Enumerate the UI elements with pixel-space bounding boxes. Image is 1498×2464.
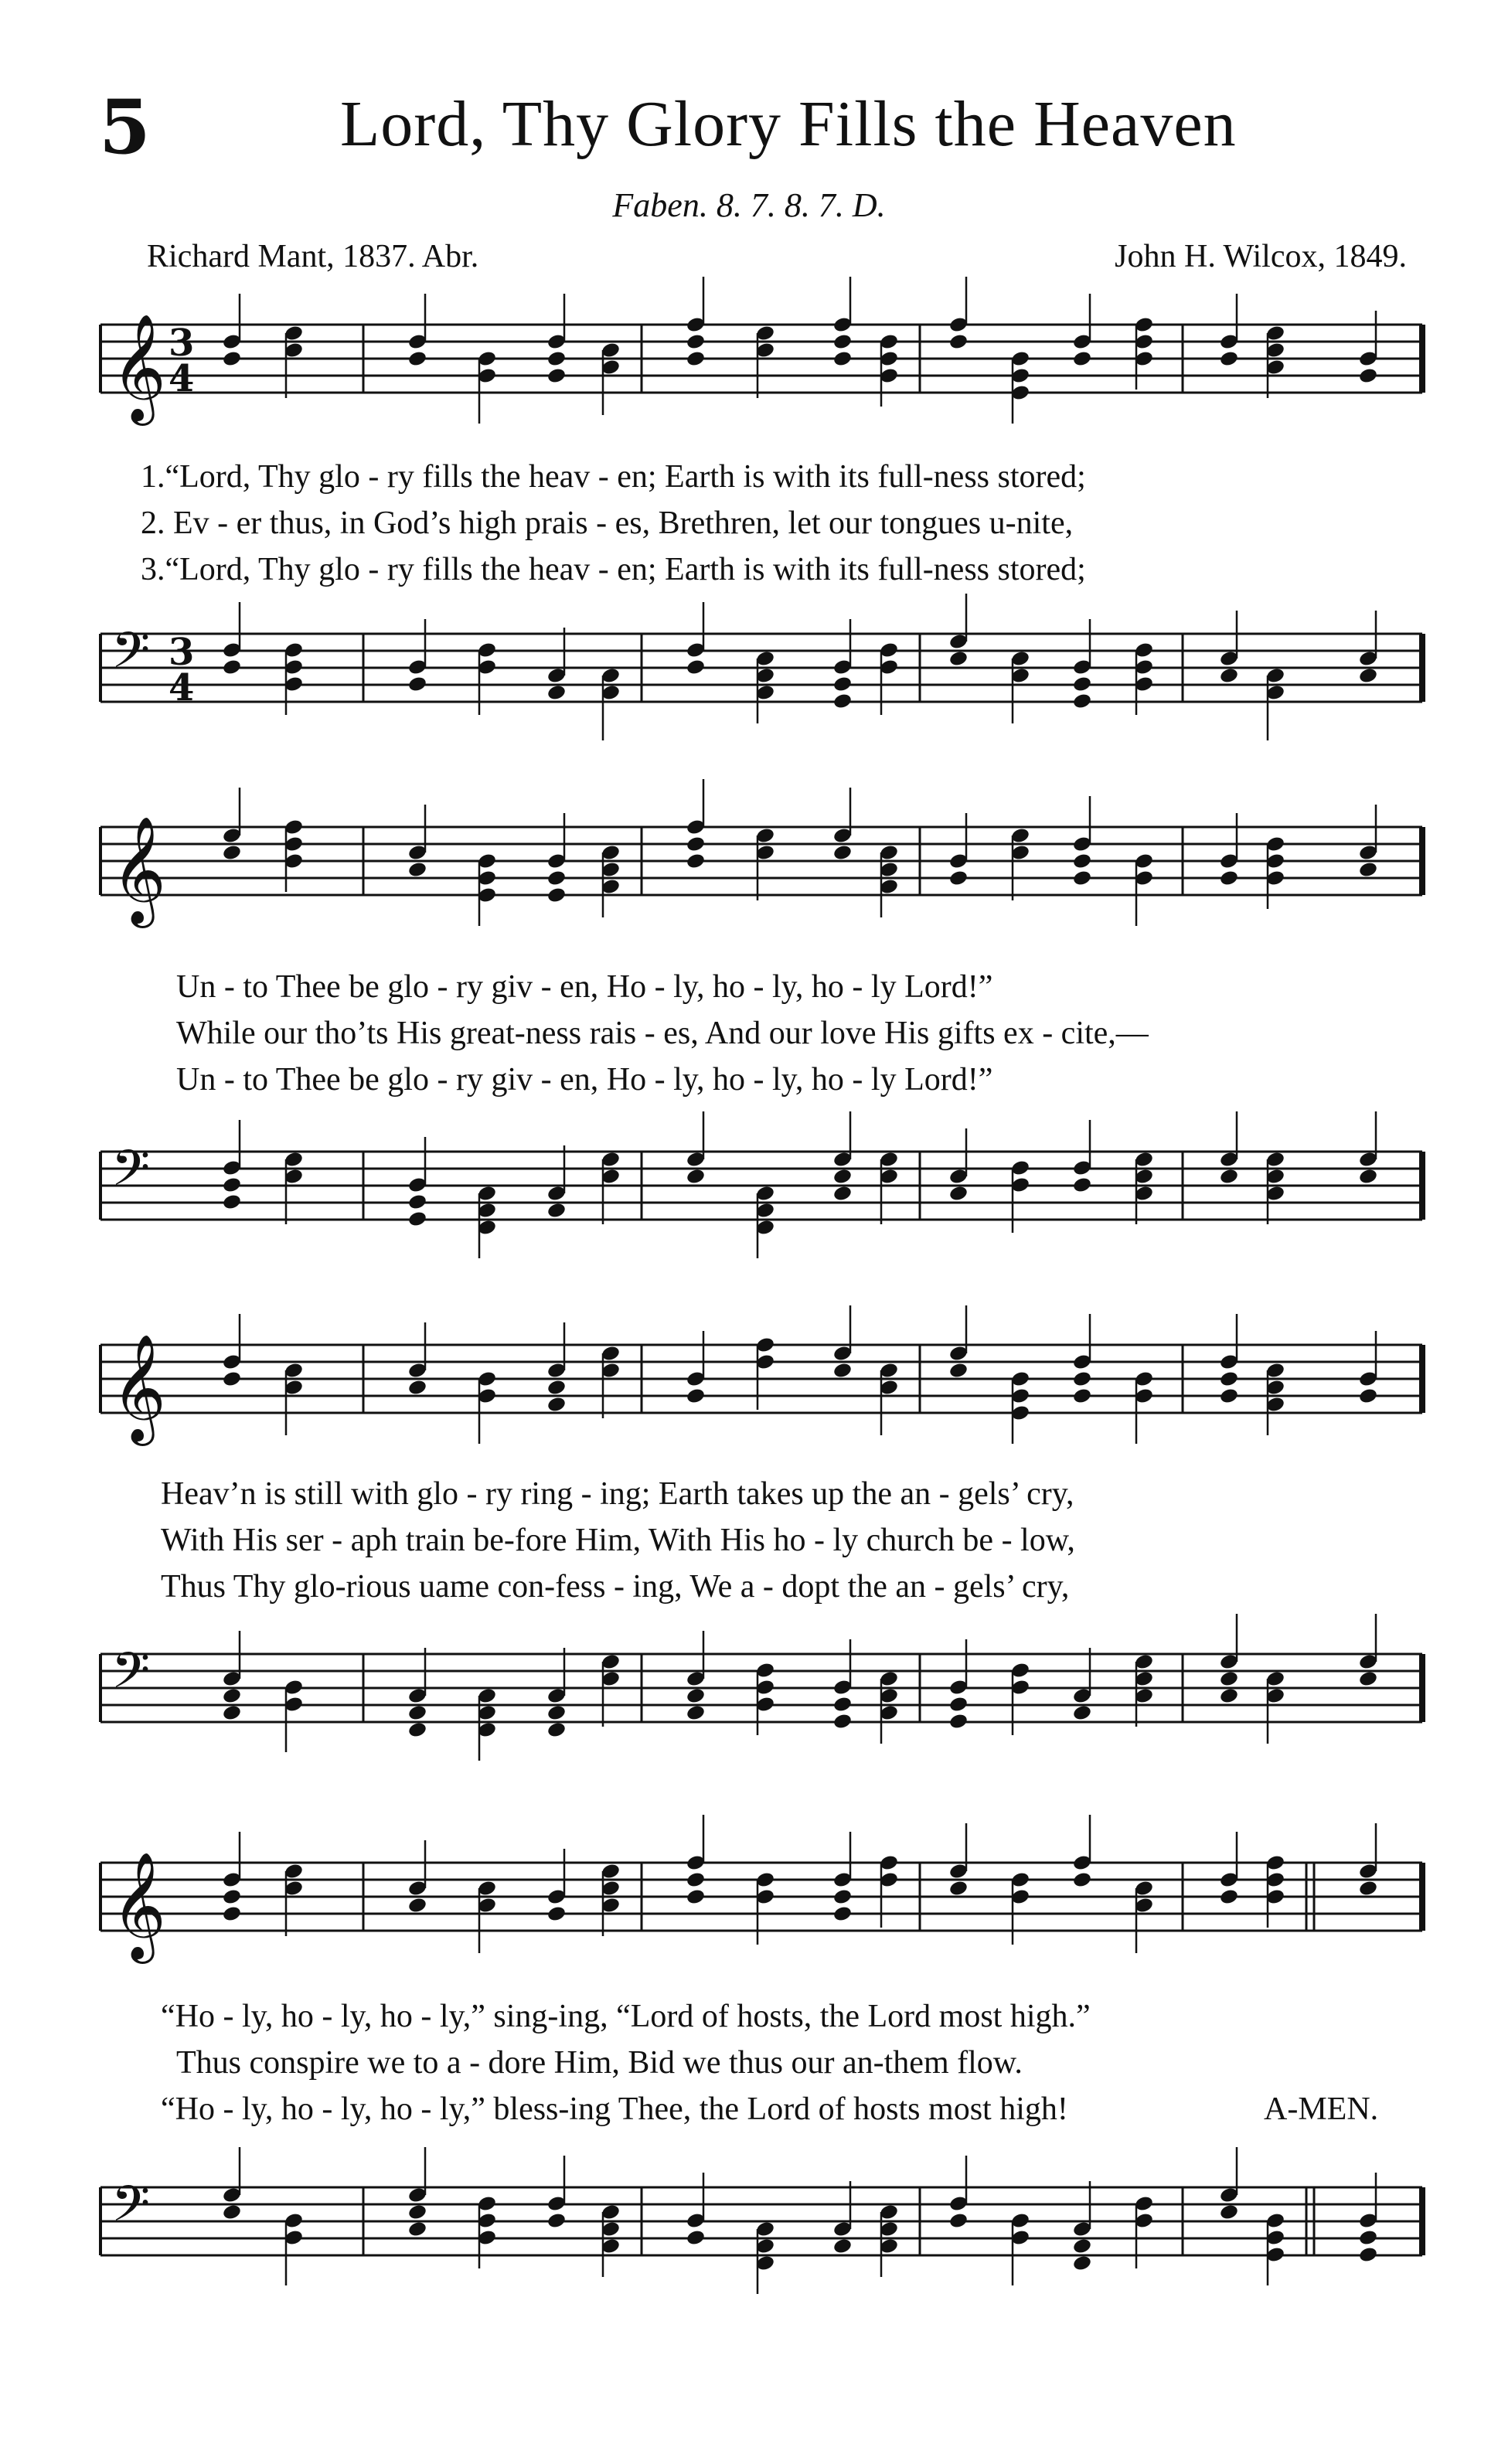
note-head (948, 1185, 969, 1203)
note-head (407, 1704, 427, 1722)
note-head (407, 1210, 427, 1228)
note-head (1219, 2204, 1239, 2221)
note-head (686, 853, 706, 870)
lyric-verse-2: While our tho’ts His great-ness rais - es, And our love His gifts ex - cite,— (176, 1016, 1149, 1051)
note-head (1219, 1168, 1239, 1186)
note-head (686, 333, 706, 351)
note-head (1072, 2238, 1092, 2255)
note-head (686, 350, 706, 368)
music-system-3 (100, 1306, 1422, 1739)
note-head (222, 1888, 242, 1906)
note-head (832, 350, 853, 368)
note-head (222, 1370, 242, 1388)
lyric-verse-1: “Ho - ly, ho - ly, ho - ly,” sing-ing, “Lord of hosts, the Lord most high.” (161, 1999, 1091, 2034)
lyric-verse-3: Thus Thy glo-rious uame con-fess - ing, We a - dopt the an - gels’ cry, (161, 1569, 1070, 1605)
bass-clef-icon: 𝄢 (111, 1642, 151, 1712)
note-head (1219, 1670, 1239, 1688)
note-head (546, 1704, 567, 1722)
note-head (1072, 853, 1092, 870)
note-head (832, 676, 853, 693)
note-head (1219, 1387, 1239, 1405)
note-head (407, 1379, 427, 1397)
note-head (546, 1202, 567, 1220)
note-head (832, 1185, 853, 1203)
note-head (222, 1905, 242, 1923)
note-head (832, 1888, 853, 1906)
note-head (407, 2221, 427, 2238)
note-head (948, 2212, 969, 2230)
note-head (1072, 1871, 1092, 1889)
note-head (1219, 350, 1239, 368)
hymn-number: 5 (99, 83, 151, 171)
treble-clef-icon: 𝄞 (111, 314, 166, 421)
note-head (222, 2204, 242, 2221)
note-head (222, 1193, 242, 1211)
note-head (1072, 350, 1092, 368)
time-sig-bottom: 4 (169, 666, 195, 710)
lyric-verse-2: With His ser - aph train be-fore Him, With His ho - ly church be - low, (161, 1523, 1075, 1558)
music-system-1 (100, 301, 1422, 734)
note-head (832, 1905, 853, 1923)
note-head (686, 2229, 706, 2247)
bass-staff (100, 611, 1422, 727)
note-head (1358, 1670, 1378, 1688)
note-head (832, 1696, 853, 1714)
note-head (222, 1704, 242, 1722)
note-head (832, 1168, 853, 1186)
note-head (546, 1905, 567, 1923)
note-head (686, 659, 706, 676)
note-head (832, 333, 853, 351)
note-head (407, 2204, 427, 2221)
note-head (407, 1897, 427, 1914)
note-head (1219, 667, 1239, 685)
note-head (1358, 2246, 1378, 2264)
music-system-2 (100, 773, 1422, 1237)
note-head (222, 1687, 242, 1705)
bass-clef-icon: 𝄢 (111, 1140, 151, 1210)
note-head (1358, 861, 1378, 879)
note-head (1219, 870, 1239, 887)
tune-meter: Faben. 8. 7. 8. 7. D. (612, 186, 886, 224)
note-head (1072, 676, 1092, 693)
note-head (407, 350, 427, 368)
note-head (546, 684, 567, 702)
note-head (1072, 1370, 1092, 1388)
lyric-verse-2: Thus conspire we to a - dore Him, Bid we thus our an-them flow. (176, 2045, 1023, 2081)
note-head (832, 2238, 853, 2255)
note-head (1072, 2255, 1092, 2272)
treble-clef-icon: 𝄞 (111, 1334, 166, 1441)
treble-staff (100, 1322, 1422, 1441)
note-head (948, 333, 969, 351)
note-head (832, 1362, 853, 1380)
music-system-4 (100, 1809, 1422, 2303)
note-head (948, 1362, 969, 1380)
note-head (546, 367, 567, 385)
bass-staff (100, 1128, 1422, 1244)
bass-clef-icon: 𝄢 (111, 622, 151, 692)
note-head (686, 1687, 706, 1705)
note-head (1358, 667, 1378, 685)
lyricist-credit: Richard Mant, 1837. Abr. (147, 239, 479, 274)
note-head (948, 870, 969, 887)
lyric-verse-3: “Ho - ly, ho - ly, ho - ly,” bless-ing Thee, the Lord of hosts most high! (161, 2091, 1068, 2127)
note-head (546, 2212, 567, 2230)
hymn-title: Lord, Thy Glory Fills the Heaven (340, 88, 1237, 160)
note-head (1072, 693, 1092, 710)
note-head (686, 836, 706, 853)
note-head (686, 1871, 706, 1889)
time-sig-top: 3 (169, 631, 195, 674)
treble-staff (100, 1839, 1422, 1959)
note-head (1072, 1704, 1092, 1722)
note-head (1358, 1168, 1378, 1186)
note-head (222, 844, 242, 862)
note-head (686, 1888, 706, 1906)
note-head (407, 1193, 427, 1211)
note-head (832, 844, 853, 862)
note-head (948, 1880, 969, 1897)
note-head (546, 870, 567, 887)
note-head (1219, 1687, 1239, 1705)
treble-staff (100, 301, 1422, 421)
lyric-verse-3: Un - to Thee be glo - ry giv - en, Ho - ly, ho - ly, ho - ly Lord!” (176, 1062, 993, 1098)
note-head (1072, 1176, 1092, 1194)
note-head (1358, 1387, 1378, 1405)
note-head (832, 693, 853, 710)
bass-staff (100, 1631, 1422, 1747)
lyric-verse-1: Heav’n is still with glo - ry ring - ing; Earth takes up the an - gels’ cry, (161, 1476, 1074, 1512)
note-head (1358, 2229, 1378, 2247)
lyric-verse-1: Un - to Thee be glo - ry giv - en, Ho - ly, ho - ly, ho - ly Lord!” (176, 969, 993, 1005)
note-head (948, 1696, 969, 1714)
note-head (1072, 1387, 1092, 1405)
note-head (407, 1721, 427, 1739)
note-head (546, 887, 567, 904)
lyric-verse-1: 1.“Lord, Thy glo - ry fills the heav - en; Earth is with its full-ness stored; (141, 459, 1086, 495)
note-head (1219, 1370, 1239, 1388)
composer-credit: John H. Wilcox, 1849. (1115, 239, 1407, 274)
note-head (546, 350, 567, 368)
note-head (222, 659, 242, 676)
treble-clef-icon: 𝄞 (111, 1852, 166, 1959)
bass-staff (100, 2164, 1422, 2280)
note-head (546, 1721, 567, 1739)
note-head (948, 1713, 969, 1731)
note-head (1219, 1888, 1239, 1906)
note-head (546, 1379, 567, 1397)
treble-clef-icon: 𝄞 (111, 816, 166, 924)
lyric-verse-2: 2. Ev - er thus, in God’s high prais - es, Brethren, let our tongues u-nite, (141, 505, 1074, 541)
note-head (686, 1704, 706, 1722)
note-head (1358, 1880, 1378, 1897)
note-head (546, 1396, 567, 1414)
note-head (1358, 367, 1378, 385)
treble-staff (100, 804, 1422, 924)
note-head (222, 1176, 242, 1194)
note-head (948, 650, 969, 668)
note-head (1072, 870, 1092, 887)
note-head (222, 350, 242, 368)
time-sig-top: 3 (169, 322, 195, 365)
note-head (832, 1713, 853, 1731)
amen-label: A-MEN. (1264, 2091, 1379, 2127)
note-head (686, 1387, 706, 1405)
lyric-verse-3: 3.“Lord, Thy glo - ry fills the heav - en; Earth is with its full-ness stored; (141, 552, 1086, 587)
time-sig-bottom: 4 (169, 357, 195, 400)
bass-clef-icon: 𝄢 (111, 2176, 151, 2245)
note-head (407, 861, 427, 879)
note-head (686, 1168, 706, 1186)
note-head (407, 676, 427, 693)
